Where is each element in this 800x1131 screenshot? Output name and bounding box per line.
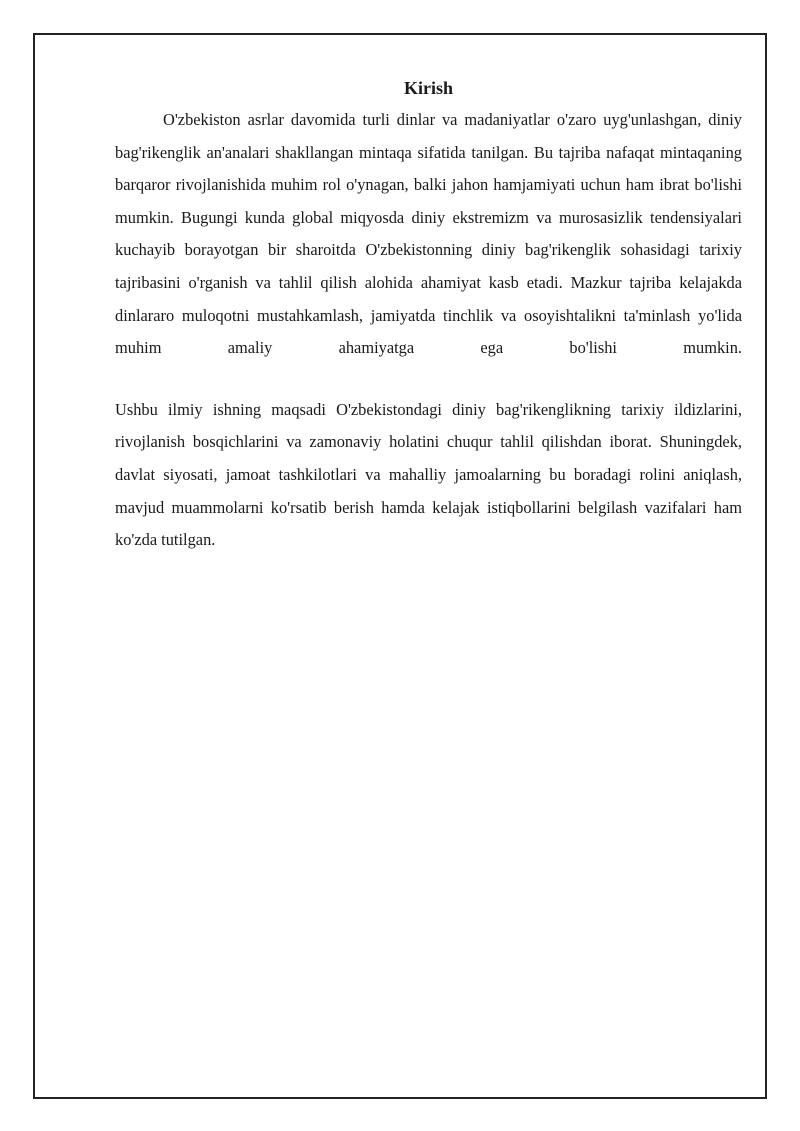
document-body — [115, 74, 742, 557]
paragraph-spacer — [115, 365, 742, 394]
document-title: Kirish — [403, 78, 453, 98]
paragraph-introduction: O'zbekiston asrlar davomida turli dinlar va madaniyatlar o'zaro uyg'unlashgan, diniy bag'rikenglik an'analari shakllangan mintaqa sifatida tanilgan. Bu tajriba nafaqat mintaqaning barqaror rivojlanishida muhim rol o'ynagan, balki jahon hamjamiyati uchun ham ibrat bo'lishi mumkin. Bugungi kunda global miqyosda diniy ekstremizm va murosasizlik tendensiyalari kuchayib borayotgan bir sharoitda O'zbekistonning diniy bag'rikenglik sohasidagi tarixiy tajribasini o'rganish va tahlil qilish alohida ahamiyat kasb etadi. Mazkur tajriba kelajakda dinlararo muloqotni mustahkamlash, jamiyatda tinchlik va osoyishtalikni ta'minlash yo'lida muhim amaliy ahamiyatga ega bo'lishi mumkin. — [115, 110, 742, 358]
paragraph-purpose: Ushbu ilmiy ishning maqsadi O'zbekistondagi diniy bag'rikenglikning tarixiy ildizlarini, rivojlanish bosqichlarini va zamonaviy holatini chuqur tahlil qilishdan iborat. Shuningdek, davlat siyosati, jamoat tashkilotlari va mahalliy jamoalarning bu boradagi rolini aniqlash, mavjud muammolarni ko'rsatib berish hamda kelajak istiqbollarini belgilash vazifalari ham ko'zda tutilgan. — [115, 399, 742, 550]
